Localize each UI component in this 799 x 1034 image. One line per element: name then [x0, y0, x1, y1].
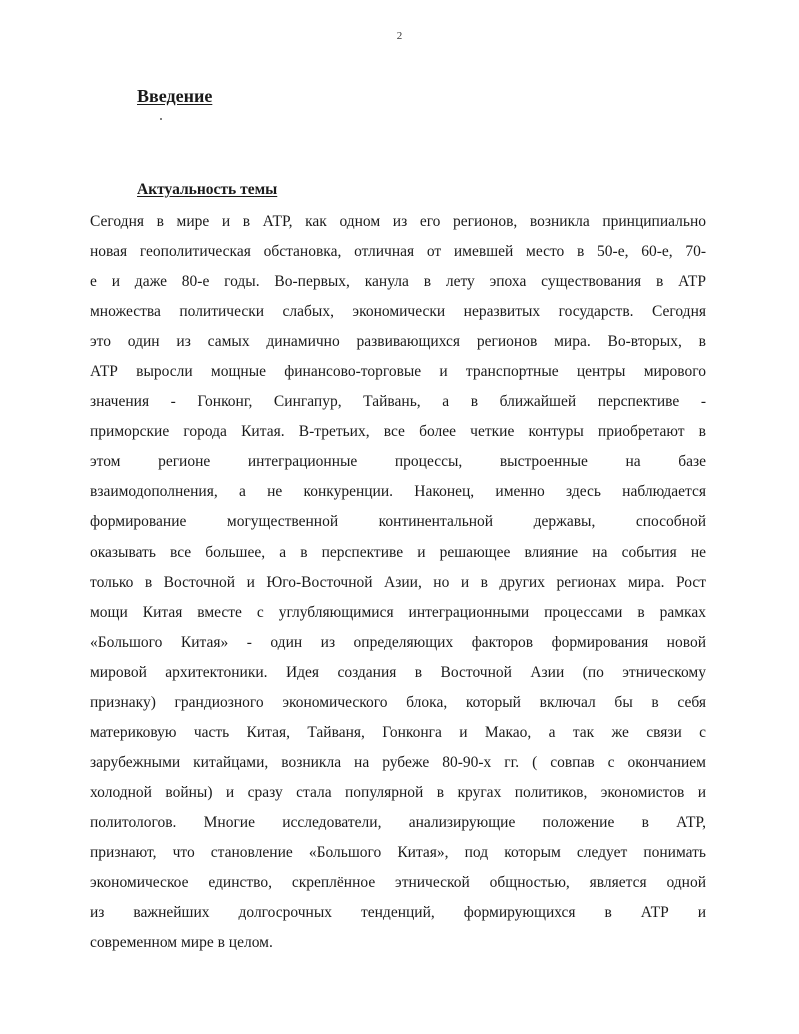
- body-line: материковую часть Китая, Тайваня, Гонконга и Макао, а так же связи с: [90, 723, 706, 741]
- body-line: АТР выросли мощные финансово-торговые и транспортные центры мирового: [90, 363, 706, 381]
- body-line: оказывать все большее, а в перспективе и решающее влияние на события не: [90, 543, 706, 561]
- body-line: приморские города Китая. В-третьих, все более четкие контуры приобретают в: [90, 423, 706, 441]
- body-line: е и даже 80-е годы. Во-первых, канула в лету эпоха существования в АТР: [90, 273, 706, 291]
- scan-speck: [160, 118, 162, 120]
- body-line: Сегодня в мире и в АТР, как одном из его регионов, возникла принципиально: [90, 213, 706, 230]
- body-line: мощи Китая вместе с углубляющимися интеграционными процессами в рамках: [90, 603, 706, 621]
- body-line: это один из самых динамично развивающихся регионов мира. Во-вторых, в: [90, 333, 706, 351]
- body-line: экономическое единство, скреплённое этнической общностью, является одной: [90, 874, 706, 892]
- heading-topic-relevance: Актуальность темы: [137, 181, 278, 198]
- body-line: признают, что становление «Большого Китая», под которым следует понимать: [90, 843, 706, 861]
- heading-introduction: Введение: [137, 86, 213, 106]
- body-paragraph: [90, 207, 706, 958]
- body-line: мировой архитектоники. Идея создания в Восточной Азии (по этническому: [90, 663, 706, 681]
- body-line: политологов. Многие исследователи, анализирующие положение в АТР,: [90, 813, 706, 831]
- body-line: значения - Гонконг, Сингапур, Тайвань, а в ближайшей перспективе -: [90, 393, 706, 411]
- body-line: множества политически слабых, экономически неразвитых государств. Сегодня: [90, 303, 706, 321]
- body-line: из важнейших долгосрочных тенденций, формирующихся в АТР и: [90, 904, 706, 922]
- body-line: зарубежными китайцами, возникла на рубеже 80-90-х гг. ( совпав с окончанием: [90, 753, 706, 771]
- body-line: новая геополитическая обстановка, отличная от имевшей место в 50-е, 60-е, 70-: [90, 243, 706, 261]
- body-line: взаимодополнения, а не конкуренции. Наконец, именно здесь наблюдается: [90, 483, 706, 501]
- body-line: признаку) грандиозного экономического блока, который включал бы в себя: [90, 693, 706, 711]
- body-line: формирование могущественной континентальной державы, способной: [90, 513, 706, 531]
- body-line: современном мире в целом.: [90, 934, 273, 952]
- body-line: «Большого Китая» - один из определяющих факторов формирования новой: [90, 633, 706, 651]
- body-line: только в Восточной и Юго-Восточной Азии, но и в других регионах мира. Рост: [90, 573, 706, 591]
- body-line: этом регионе интеграционные процессы, выстроенные на базе: [90, 453, 706, 471]
- body-line: холодной войны) и сразу стала популярной в кругах политиков, экономистов и: [90, 783, 706, 801]
- page-number: 2: [396, 30, 403, 42]
